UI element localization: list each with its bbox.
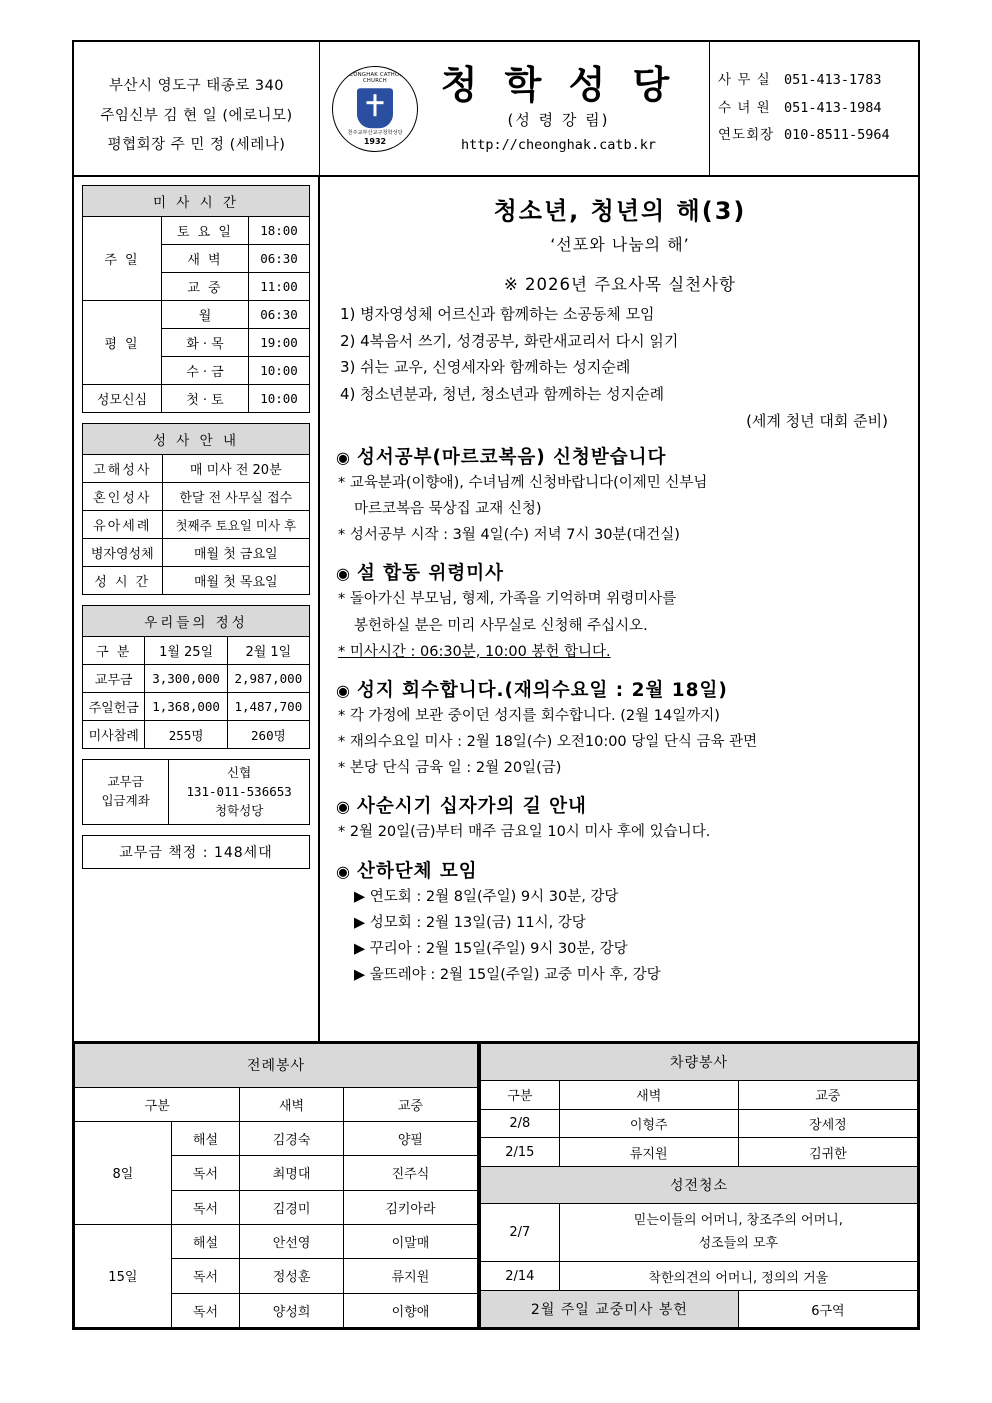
contact-row-convent xyxy=(718,95,918,123)
cleaning-text: 착한의견의 어머니, 정의의 거울 xyxy=(559,1262,917,1291)
mass-time-mon: 06:30 xyxy=(249,301,310,329)
vehicle-main-name: 김귀한 xyxy=(738,1138,917,1167)
table-row xyxy=(83,455,310,483)
list-item: 1) 병자영성체 어르신과 함께하는 소공동체 모임 xyxy=(340,305,655,323)
announcement-heading-text: 성지 회수합니다.(재의수요일 : 2월 18일) xyxy=(356,679,728,701)
liturgy-dawn-name: 정성훈 xyxy=(240,1259,344,1293)
liturgy-col-main: 교중 xyxy=(343,1087,477,1121)
announcement-line: * 2월 20일(금)부터 매주 금요일 10시 미사 후에 있습니다. xyxy=(338,824,711,841)
contact-label-yeondo: 연도회장 xyxy=(718,127,775,144)
liturgy-day-15: 15일 xyxy=(75,1224,172,1327)
contact-value-convent: 051-413-1984 xyxy=(784,99,882,116)
address-line-1: 부산시 영도구 태종로 340 xyxy=(108,77,285,94)
left-column xyxy=(74,177,320,1041)
bullet-icon: ◉ xyxy=(336,680,351,700)
announcement-heading xyxy=(336,443,904,469)
table-row xyxy=(83,693,310,721)
mass-time-first-sat: 10:00 xyxy=(249,385,310,413)
address-line-2: 주임신부 김 현 일 (에로니모) xyxy=(100,107,293,124)
account-label-line1: 교무금 xyxy=(107,774,144,790)
mass-name-main: 교 중 xyxy=(161,273,248,301)
liturgy-dawn-name: 안선영 xyxy=(240,1224,344,1258)
offering-table xyxy=(82,605,310,749)
logo-year: 1932 xyxy=(363,136,387,146)
mass-name-dawn: 새 벽 xyxy=(161,245,248,273)
offering-sunday-v1: 1,368,000 xyxy=(145,693,227,721)
parish-identity-block xyxy=(320,42,710,175)
liturgy-dawn-name: 김경미 xyxy=(240,1190,344,1224)
parish-title: 청 학 성 당 xyxy=(440,62,677,107)
liturgy-day-8: 8일 xyxy=(75,1121,172,1224)
logo-ring-bottom-text: 천주교부산교구청학성당 xyxy=(347,129,403,136)
logo-ring-top-text: CHEONGHAK CATHOLIC CHURCH xyxy=(341,71,409,84)
list-item: 3) 쉬는 교우, 신영세자와 함께하는 성지순례 xyxy=(340,358,631,377)
table-row xyxy=(481,1262,918,1291)
offering-sunday-v2: 1,487,700 xyxy=(227,693,309,721)
offering-col-date1: 1월 25일 xyxy=(145,637,227,665)
table-row xyxy=(481,1204,918,1262)
vehicle-service-table xyxy=(480,1043,918,1328)
contact-label-convent: 수 녀 원 xyxy=(718,99,771,116)
mass-group-weekday: 평 일 xyxy=(83,301,162,385)
cleaning-text-line2: 성조들의 모후 xyxy=(698,1235,779,1251)
liturgy-dawn-name: 최명대 xyxy=(240,1156,344,1190)
bulletin-body xyxy=(74,177,918,1043)
liturgy-col-dawn: 새벽 xyxy=(240,1087,344,1121)
announcement-heading-text: 설 합동 위령미사 xyxy=(356,563,504,585)
cleaning-title: 성전청소 xyxy=(481,1167,918,1204)
table-row xyxy=(83,511,310,539)
table-row xyxy=(83,217,310,245)
page-title: 청소년, 청년의 해(3) xyxy=(493,197,747,225)
vehicle-dawn-name: 이형주 xyxy=(559,1109,738,1138)
announcement-heading xyxy=(336,792,904,818)
announcement-section xyxy=(336,443,904,548)
offering-row-sunday: 주일헌금 xyxy=(83,693,145,721)
pastoral-note-heading: ※ 2026년 주요사목 실천사항 xyxy=(503,275,736,294)
sacrament-name-sick-communion: 병자영성체 xyxy=(83,539,163,567)
announcement-line: * 재의수요일 미사 : 2월 18일(수) 오전10:00 당일 단식 금육 관면 xyxy=(338,734,758,751)
mass-time-sat: 18:00 xyxy=(249,217,310,245)
contact-label-office: 사 무 실 xyxy=(718,71,771,88)
liturgy-role: 해설 xyxy=(171,1121,240,1155)
monthly-offering-value: 6구역 xyxy=(738,1291,917,1328)
mass-time-dawn: 06:30 xyxy=(249,245,310,273)
sacrament-table xyxy=(82,423,310,595)
announcement-line: ▶ 연도회 : 2월 8일(주일) 9시 30분, 강당 xyxy=(354,888,619,905)
mass-name-sat: 토 요 일 xyxy=(161,217,248,245)
announcement-line: * 미사시간 : 06:30분, 10:00 봉헌 합니다. xyxy=(338,643,611,660)
parish-contacts-block xyxy=(710,42,918,175)
announcement-line: ▶ 성모회 : 2월 13일(금) 11시, 강당 xyxy=(354,914,586,931)
liturgy-main-name: 이말매 xyxy=(343,1224,477,1258)
account-holder: 청학성당 xyxy=(214,802,264,818)
liturgy-col-category: 구분 xyxy=(75,1087,240,1121)
sacrament-name-holy-hour: 성 시 간 xyxy=(83,567,163,595)
liturgy-title: 전례봉사 xyxy=(75,1044,478,1088)
announcement-line: * 본당 단식 금육 일 : 2월 20일(금) xyxy=(338,760,562,777)
parish-logo-icon xyxy=(332,66,418,152)
monthly-offering-label: 2월 주일 교중미사 봉헌 xyxy=(481,1291,739,1328)
sacrament-value-confession: 매 미사 전 20분 xyxy=(162,455,309,483)
announcement-heading xyxy=(336,857,904,883)
offering-dues-v2: 2,987,000 xyxy=(227,665,309,693)
mass-name-mon: 월 xyxy=(161,301,248,329)
mass-name-tue-thu: 화 · 목 xyxy=(161,329,248,357)
announcement-section xyxy=(336,559,904,664)
table-row xyxy=(83,637,310,665)
bulletin-header xyxy=(74,42,918,177)
liturgy-role: 독서 xyxy=(171,1190,240,1224)
table-row xyxy=(83,539,310,567)
vehicle-main-name: 장세정 xyxy=(738,1109,917,1138)
budget-note: 교무금 책정 : 148세대 xyxy=(82,835,310,869)
table-row xyxy=(83,301,310,329)
table-row xyxy=(481,1138,918,1167)
liturgy-main-name: 이향애 xyxy=(343,1293,477,1327)
vehicle-and-cleaning-block xyxy=(480,1043,918,1328)
mass-time-wed-fri: 10:00 xyxy=(249,357,310,385)
contact-value-office: 051-413-1783 xyxy=(784,71,882,88)
table-row xyxy=(481,1080,918,1109)
cleaning-text xyxy=(559,1204,917,1262)
cleaning-text-line1: 믿는이들의 어머니, 창조주의 어머니, xyxy=(633,1212,843,1228)
sacrament-name-baptism: 유아세례 xyxy=(83,511,163,539)
liturgy-main-name: 김키아라 xyxy=(343,1190,477,1224)
offering-col-category: 구 분 xyxy=(83,637,145,665)
pastoral-practice-list xyxy=(336,301,904,408)
liturgy-role: 독서 xyxy=(171,1156,240,1190)
liturgy-main-name: 진주식 xyxy=(343,1156,477,1190)
liturgy-main-name: 양필 xyxy=(343,1121,477,1155)
sacrament-value-baptism: 첫째주 토요일 미사 후 xyxy=(162,511,309,539)
announcement-line: ▶ 꾸리아 : 2월 15일(주일) 9시 30분, 강당 xyxy=(354,941,628,957)
bulletin-page xyxy=(72,40,920,1330)
announcement-heading xyxy=(336,676,904,702)
account-number: 131-011-536653 xyxy=(186,783,292,799)
announcement-section xyxy=(336,857,904,988)
vehicle-date: 2/8 xyxy=(481,1109,560,1138)
announcement-line: ▶ 울뜨레야 : 2월 15일(주일) 교중 미사 후, 강당 xyxy=(354,967,661,984)
list-item: 2) 4복음서 쓰기, 성경공부, 화란새교리서 다시 읽기 xyxy=(340,331,679,350)
sacrament-value-holy-hour: 매월 첫 목요일 xyxy=(162,567,309,595)
bullet-icon: ◉ xyxy=(336,861,351,881)
offering-attendance-v1: 255명 xyxy=(145,721,227,749)
liturgy-dawn-name: 김경숙 xyxy=(240,1121,344,1155)
table-row xyxy=(83,665,310,693)
announcement-heading xyxy=(336,559,904,585)
sacrament-value-marriage: 한달 전 사무실 접수 xyxy=(162,483,309,511)
mass-group-marian: 성모신심 xyxy=(83,385,162,413)
announcement-heading-text: 산하단체 모임 xyxy=(356,860,478,882)
mass-name-first-sat: 첫 · 토 xyxy=(161,385,248,413)
bullet-icon: ◉ xyxy=(336,797,351,817)
mass-time-main: 11:00 xyxy=(249,273,310,301)
vehicle-col-category: 구분 xyxy=(481,1080,560,1109)
table-row xyxy=(83,385,310,413)
logo-shield-icon xyxy=(357,88,393,128)
cleaning-date: 2/7 xyxy=(481,1204,560,1262)
parish-title-wrap xyxy=(418,64,709,154)
announcement-line: 마르코복음 묵상집 교재 신청) xyxy=(354,500,542,517)
vehicle-title: 차량봉사 xyxy=(481,1044,918,1081)
sacrament-title: 성 사 안 내 xyxy=(83,424,310,455)
announcement-line: * 돌아가신 부모님, 형제, 가족을 기억하며 위령미사를 xyxy=(338,591,677,608)
table-row xyxy=(83,567,310,595)
page-subtitle: ‘선포와 나눔의 해’ xyxy=(550,235,690,254)
sacrament-name-marriage: 혼인성사 xyxy=(83,483,163,511)
cleaning-date: 2/14 xyxy=(481,1262,560,1291)
table-row xyxy=(75,1121,478,1155)
main-content xyxy=(320,177,918,1041)
vehicle-dawn-name: 류지원 xyxy=(559,1138,738,1167)
sacrament-name-confession: 고해성사 xyxy=(83,455,163,483)
announcement-heading-text: 성서공부(마르코복음) 신청받습니다 xyxy=(356,446,667,468)
bullet-icon: ◉ xyxy=(336,564,351,584)
parish-website-url[interactable]: http://cheonghak.catb.kr xyxy=(460,137,657,154)
vehicle-date: 2/15 xyxy=(481,1138,560,1167)
liturgy-service-table xyxy=(74,1043,478,1328)
contact-row-yeondo xyxy=(718,122,918,150)
parish-subtitle: (성 령 강 림) xyxy=(507,111,610,130)
liturgy-role: 독서 xyxy=(171,1293,240,1327)
mass-time-tue-thu: 19:00 xyxy=(249,329,310,357)
mass-schedule-table xyxy=(82,185,310,413)
table-row xyxy=(481,1109,918,1138)
contact-value-yeondo: 010-8511-5964 xyxy=(784,127,890,144)
announcement-section xyxy=(336,792,904,844)
table-row xyxy=(83,760,310,825)
parish-address-block xyxy=(74,42,320,175)
sacrament-value-sick-communion: 매월 첫 금요일 xyxy=(162,539,309,567)
announcement-line: 봉헌하실 분은 미리 사무실로 신청해 주십시오. xyxy=(354,617,648,634)
bullet-icon: ◉ xyxy=(336,447,351,467)
bulletin-footer xyxy=(74,1043,918,1328)
offering-attendance-v2: 260명 xyxy=(227,721,309,749)
mass-group-sunday: 주 일 xyxy=(83,217,162,301)
announcement-section xyxy=(336,676,904,781)
vehicle-col-main: 교중 xyxy=(738,1080,917,1109)
mass-schedule-title: 미 사 시 간 xyxy=(83,186,310,217)
table-row xyxy=(75,1087,478,1121)
account-label-line2: 입금계좌 xyxy=(101,793,150,809)
offering-row-attendance: 미사참례 xyxy=(83,721,145,749)
announcement-line: * 각 가정에 보관 중이던 성지를 회수합니다. (2월 14일까지) xyxy=(338,707,720,724)
table-row xyxy=(83,721,310,749)
liturgy-role: 해설 xyxy=(171,1224,240,1258)
offering-dues-v1: 3,300,000 xyxy=(145,665,227,693)
liturgy-service-block xyxy=(74,1043,480,1328)
offering-title: 우리들의 정성 xyxy=(83,606,310,637)
offering-row-dues: 교무금 xyxy=(83,665,145,693)
account-bank: 신협 xyxy=(227,765,252,780)
announcement-heading-text: 사순시기 십자가의 길 안내 xyxy=(356,796,587,818)
announcement-line: * 교육분과(이향애), 수녀님께 신청바랍니다(이제민 신부님 xyxy=(338,474,708,491)
liturgy-main-name: 류지원 xyxy=(343,1259,477,1293)
announcement-line: * 성서공부 시작 : 3월 4일(수) 저녁 7시 30분(대건실) xyxy=(338,527,680,544)
table-row xyxy=(75,1224,478,1258)
address-line-3: 평협회장 주 민 정 (세레나) xyxy=(107,137,286,154)
contact-row-office xyxy=(718,67,918,95)
mass-name-wed-fri: 수 · 금 xyxy=(161,357,248,385)
table-row xyxy=(481,1291,918,1328)
list-item: 4) 청소년분과, 청년, 청소년과 함께하는 성지순례 xyxy=(340,385,665,404)
table-row xyxy=(83,483,310,511)
account-table xyxy=(82,759,310,825)
offering-col-date2: 2월 1일 xyxy=(227,637,309,665)
pastoral-practice-note: (세계 청년 대회 준비) xyxy=(746,411,888,430)
liturgy-role: 독서 xyxy=(171,1259,240,1293)
liturgy-dawn-name: 양성희 xyxy=(240,1293,344,1327)
vehicle-col-dawn: 새벽 xyxy=(559,1080,738,1109)
